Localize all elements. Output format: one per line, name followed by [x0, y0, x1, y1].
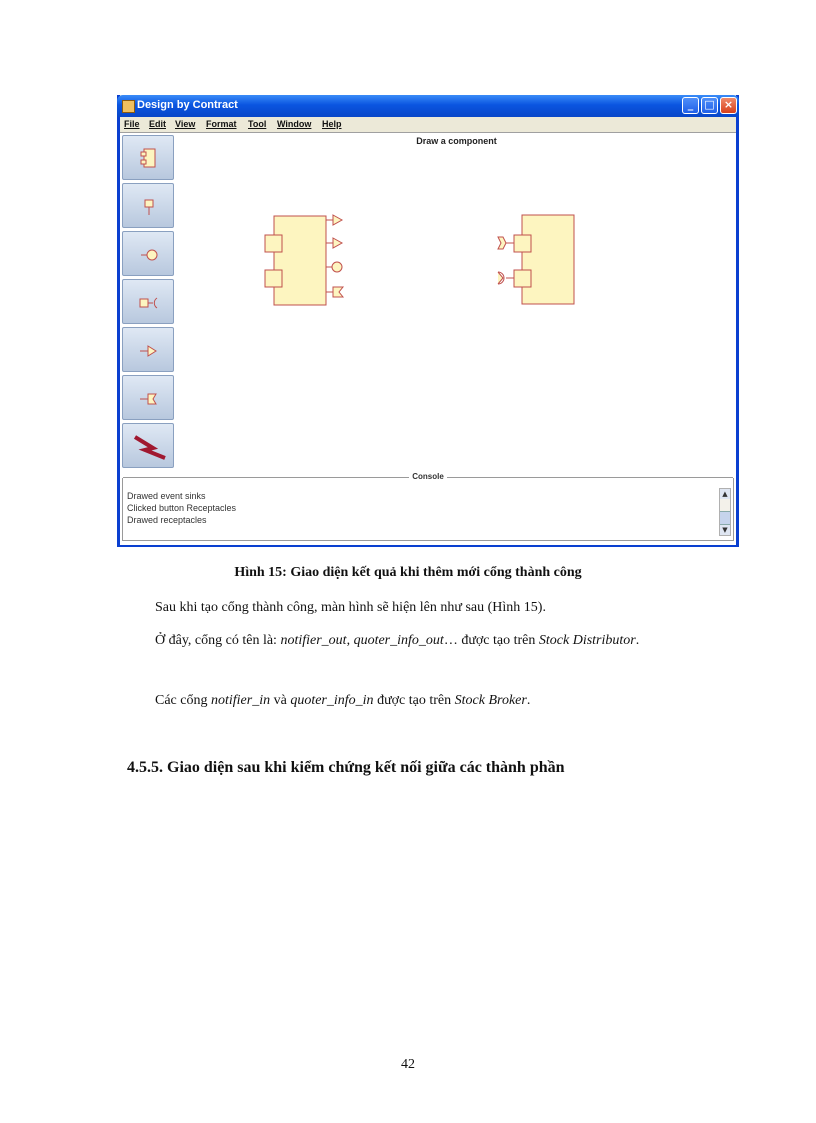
console-label: Console — [123, 472, 733, 481]
menu-view[interactable]: View — [175, 119, 196, 129]
drawing-canvas[interactable] — [177, 133, 736, 473]
paragraph-3: Các cổng notifier_in và quoter_info_in được tạo trên Stock Broker. — [155, 693, 531, 708]
menu-format[interactable]: Format — [206, 119, 237, 129]
client-area — [120, 132, 736, 545]
component-tool-button[interactable] — [122, 135, 174, 180]
event-source-tool-button[interactable] — [122, 231, 174, 276]
receptacle-tool-button[interactable] — [122, 279, 174, 324]
scroll-up-icon[interactable]: ▲ — [720, 489, 730, 499]
console-log — [127, 490, 236, 526]
menu-window[interactable]: Window — [277, 119, 312, 129]
facet-tool-button[interactable] — [122, 183, 174, 228]
page-number: 42 — [401, 1057, 415, 1072]
console-line: Drawed event sinks — [127, 491, 206, 501]
scroll-thumb[interactable] — [720, 511, 730, 525]
diagram — [177, 133, 736, 473]
paragraph-1: Sau khi tạo cổng thành công, màn hình sẽ hiện lên như sau (Hình 15). — [155, 600, 546, 615]
receptacle-icon — [123, 280, 175, 325]
paragraph-2: Ở đây, cổng có tên là: notifier_out, quoter_info_out… được tạo trên Stock Distributor. — [155, 633, 640, 648]
menu-help[interactable]: Help — [322, 119, 342, 129]
section-heading: 4.5.5. Giao diện sau khi kiểm chứng kết nối giữa các thành phần — [127, 759, 565, 776]
console-line: Drawed receptacles — [127, 515, 207, 525]
event-source-icon — [123, 232, 175, 277]
console-panel — [122, 472, 734, 541]
component-left[interactable] — [265, 215, 343, 305]
canvas-title: Draw a component — [416, 136, 497, 146]
facet-icon — [123, 184, 175, 229]
component-icon — [123, 136, 175, 181]
app-icon — [122, 100, 135, 113]
component-right[interactable] — [498, 215, 574, 304]
app-window — [117, 95, 739, 547]
event-sink-tool-button[interactable] — [122, 327, 174, 372]
scroll-down-icon[interactable]: ▼ — [720, 525, 730, 535]
publisher-tool-button[interactable] — [122, 375, 174, 420]
event-sink-icon — [123, 328, 175, 373]
connector-tool-button[interactable] — [122, 423, 174, 468]
publisher-icon — [123, 376, 175, 421]
minimize-button[interactable]: _ — [682, 97, 699, 114]
menu-file[interactable]: File — [124, 119, 140, 129]
menu-edit[interactable]: Edit — [149, 119, 166, 129]
menu-tool[interactable]: Tool — [248, 119, 267, 129]
connector-icon — [123, 424, 175, 469]
menu-bar — [120, 117, 736, 131]
title-bar[interactable] — [117, 95, 739, 117]
console-scrollbar[interactable] — [719, 488, 731, 536]
window-title: Design by Contract — [137, 99, 238, 111]
figure-caption: Hình 15: Giao diện kết quả khi thêm mới cổng thành công — [234, 565, 582, 580]
console-line: Clicked button Receptacles — [127, 503, 237, 513]
tool-palette — [120, 133, 176, 473]
maximize-button[interactable]: □ — [701, 97, 718, 114]
close-button[interactable]: × — [720, 97, 737, 114]
